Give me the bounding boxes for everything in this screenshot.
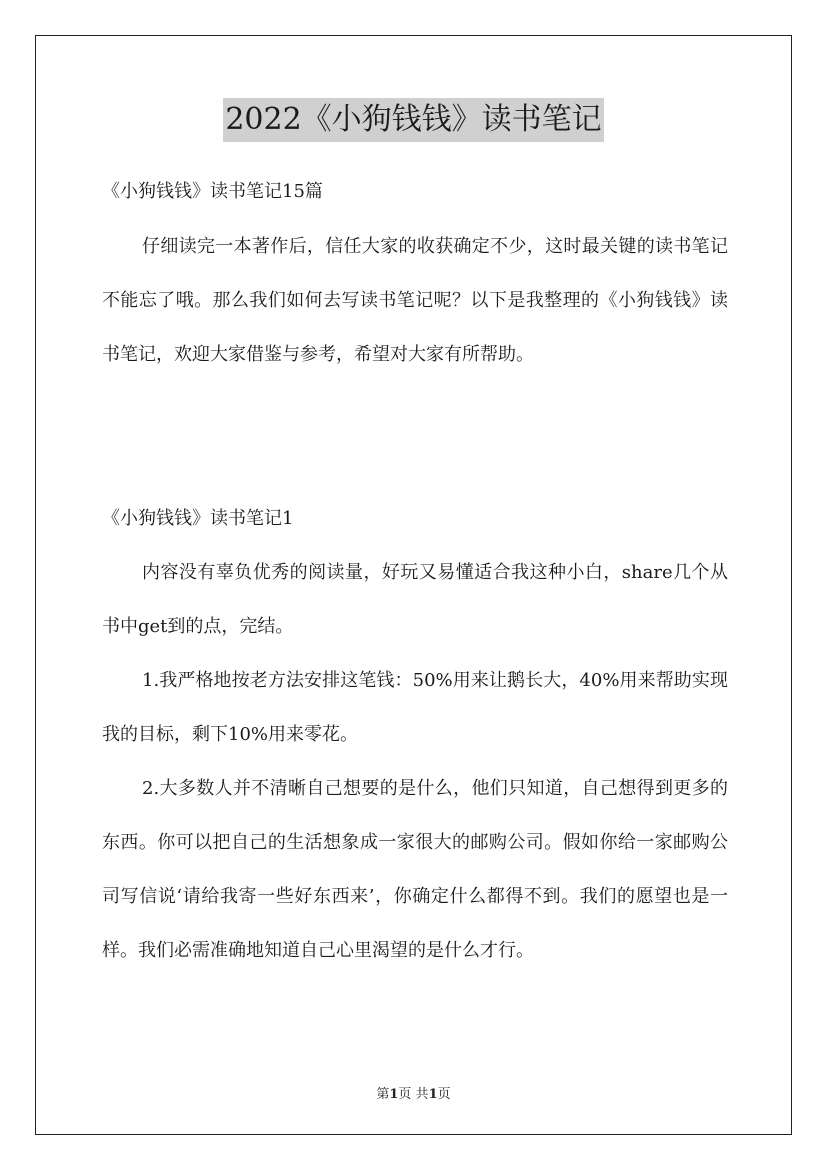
subtitle: 《小狗钱钱》读书笔记15篇: [102, 181, 323, 202]
footer-page-total: 1: [428, 1087, 438, 1102]
section1-paragraph-1: 内容没有辜负优秀的阅读量，好玩又易懂适合我这种小白，share几个从书中get到的点，完结。: [102, 562, 728, 637]
intro-paragraph: 仔细读完一本著作后，信任大家的收获确定不少，这时最关键的读书笔记不能忘了哦。那么我们如何去写读书笔记呢？以下是我整理的《小狗钱钱》读书笔记，欢迎大家借鉴与参考，希望对大家有所帮助。: [102, 236, 728, 365]
document-title: 2022《小狗钱钱》读书笔记: [223, 98, 603, 142]
footer-prefix: 第: [376, 1087, 390, 1102]
section1-paragraph-2: 1.我严格地按老方法安排这笔钱：50%用来让鹅长大，40%用来帮助实现我的目标，剩下10%用来零花。: [102, 670, 728, 745]
section1-heading: 《小狗钱钱》读书笔记1: [102, 508, 294, 529]
page-footer: [0, 1083, 827, 1102]
footer-suffix: 页: [437, 1087, 451, 1102]
title-wrap: [0, 98, 827, 142]
footer-mid: 页 共: [398, 1087, 429, 1102]
section1-paragraph-3: 2.大多数人并不清晰自己想要的是什么，他们只知道，自己想得到更多的东西。你可以把自己的生活想象成一家很大的邮购公司。假如你给一家邮购公司写信说‘请给我寄一些好东西来’，你确定什么都得不到。我们的愿望也是一样。我们必需准确地知道自己心里渴望的是什么才行。: [102, 778, 728, 961]
footer-page-number: 1: [389, 1087, 399, 1102]
